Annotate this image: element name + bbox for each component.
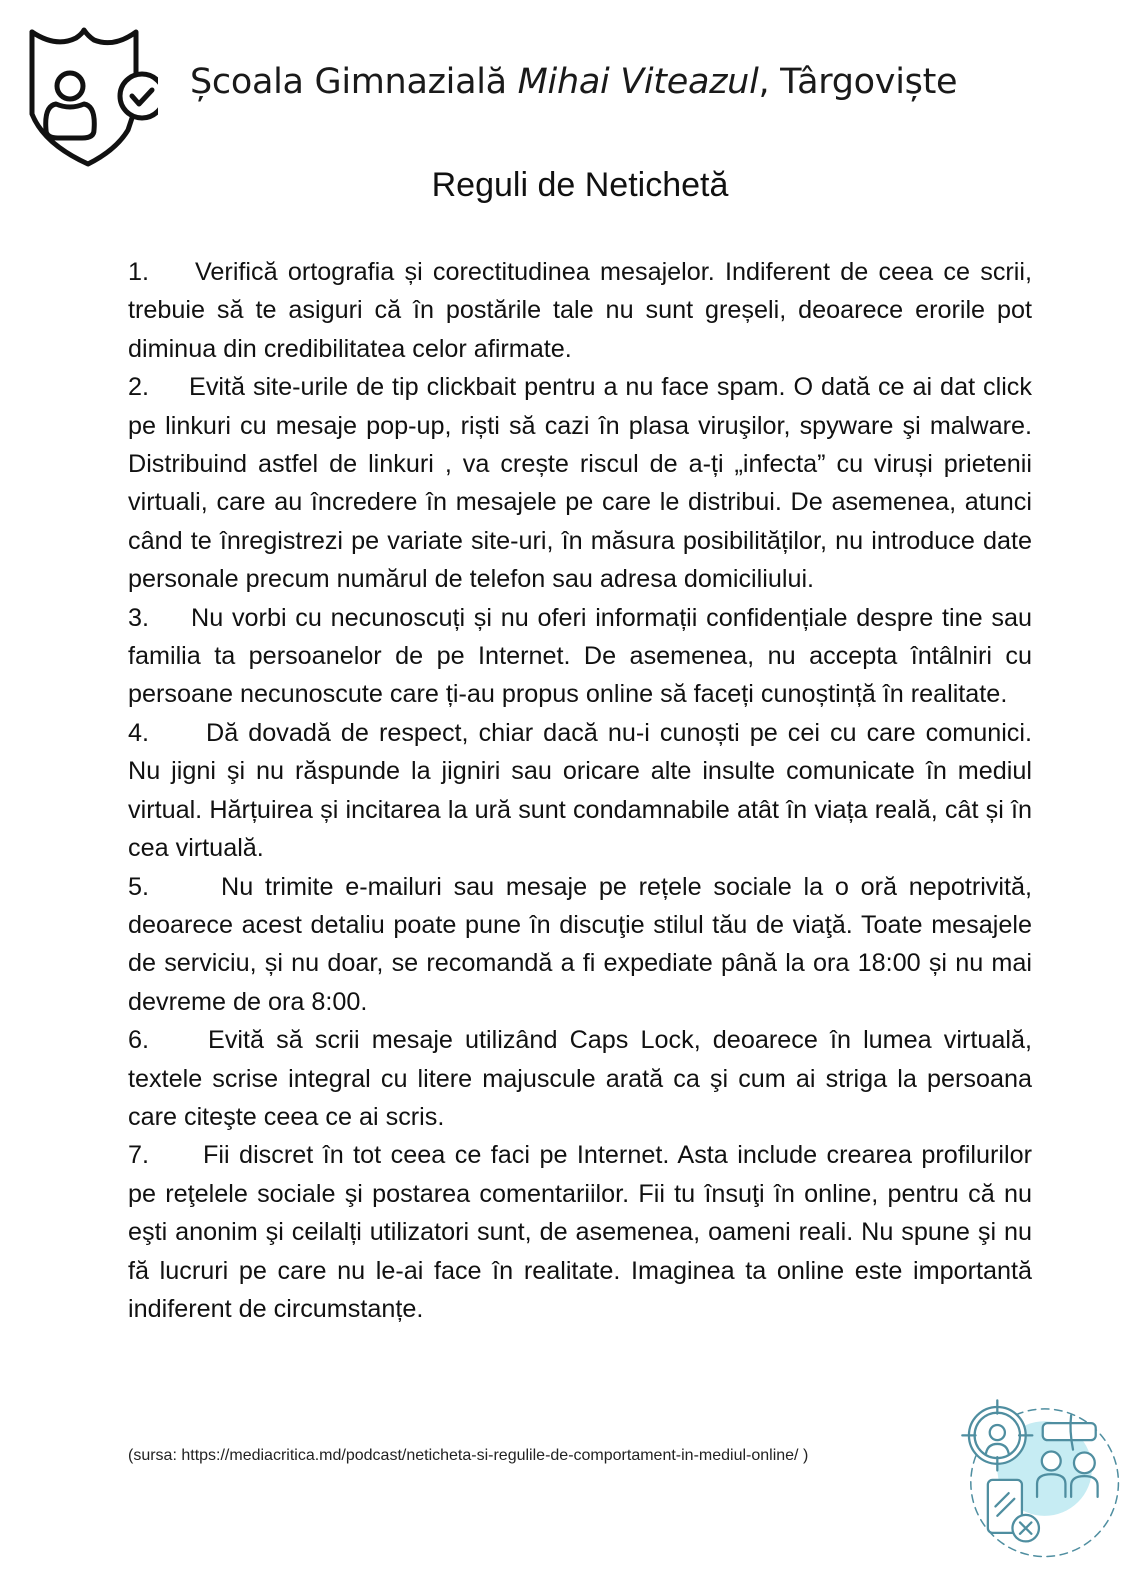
page-title: Reguli de Netichetă (431, 166, 729, 204)
source-citation: (sursa: https://mediacritica.md/podcast/neticheta-si-regulile-de-comportament-in-mediul-online/ ) (128, 1447, 809, 1464)
rule-item (128, 714, 1032, 868)
school-name-italic: Mihai Viteazul (517, 62, 759, 102)
shield-user-check-icon (26, 26, 158, 168)
rule-text: Verifică ortografia și corectitudinea mesajelor. Indiferent de ceea ce scrii, trebuie să te asiguri că în postările tale nu sunt greșeli, deoarece erorile pot diminua din credibilitatea celor afirmate. (128, 258, 1032, 363)
online-safety-illustration (950, 1392, 1126, 1564)
school-prefix: Școala Gimnazială (190, 62, 518, 102)
rule-item (128, 868, 1032, 1022)
rule-item (128, 599, 1032, 714)
rule-number: 5. (128, 872, 150, 901)
school-suffix: , Târgoviște (758, 62, 958, 102)
rule-number: 4. (128, 718, 150, 747)
rule-text: Evită site-urile de tip clickbait pentru a nu face spam. O dată ce ai dat click pe linkuri cu mesaje pop-up, riști să cazi în plasa viruşilor, spyware şi malware. Distribuind astfel de linkuri , va crește riscul de a-ți „infecta” cu viruși prietenii virtuali, care au încredere în mesajele pe care le distribui. De asemenea, atunci când te înregistrezi pe variate site-uri, în măsura posibilităților, nu introduce date personale precum numărul de telefon sau adresa domiciliului. (128, 373, 1032, 594)
rule-number: 6. (128, 1026, 150, 1055)
rule-text: Nu vorbi cu necunoscuți și nu oferi informații confidențiale despre tine sau familia ta persoanelor de pe Internet. De asemenea, nu accepta întâlniri cu persoane necunoscute care ți-au propus online să faceți cunoștință în realitate. (128, 603, 1032, 709)
rule-item (128, 253, 1032, 368)
rule-number: 2. (128, 373, 150, 402)
rule-item (128, 1136, 1032, 1328)
rule-number: 3. (128, 603, 150, 632)
rule-text: Nu trimite e-mailuri sau mesaje pe rețele sociale la o oră nepotrivită, deoarece acest detaliu poate pune în discuţie stilul tău de viaţă. Toate mesajele de serviciu, și nu doar, se recomandă a fi expediate până la ora 18:00 și nu mai devreme de ora 8:00. (128, 872, 1032, 1016)
school-logo (26, 26, 158, 168)
rule-item (128, 1021, 1032, 1136)
rule-item (128, 368, 1032, 598)
rule-number: 7. (128, 1141, 150, 1170)
online-safety-illustration-icon (950, 1392, 1126, 1564)
rule-number: 1. (128, 258, 150, 286)
rules-list (128, 253, 1032, 1328)
rule-text: Evită să scrii mesaje utilizând Caps Lock, deoarece în lumea virtuală, textele scrise integral cu litere majuscule arată ca şi cum ai striga la persoana care citeşte ceea ce ai scris. (128, 1026, 1032, 1131)
rule-text: Dă dovadă de respect, chiar dacă nu-i cunoști pe cei cu care comunici. Nu jigni şi nu răspunde la jigniri sau oricare alte insulte comunicate în mediul virtual. Hărțuirea și incitarea la ură sunt condamnabile atât în viața reală, cât și în cea virtuală. (128, 718, 1032, 863)
school-name (190, 62, 957, 102)
rule-text: Fii discret în tot ceea ce faci pe Internet. Asta include crearea profilurilor pe reţelele sociale şi postarea comentariilor. Fii tu însuţi în online, pentru că nu eşti anonim şi ceilalți utilizatori sunt, de asemenea, oameni reali. Nu spune şi nu fă lucruri pe care nu le-ai face în realitate. Imaginea ta online este importantă indiferent de circumstanțe. (128, 1141, 1032, 1323)
